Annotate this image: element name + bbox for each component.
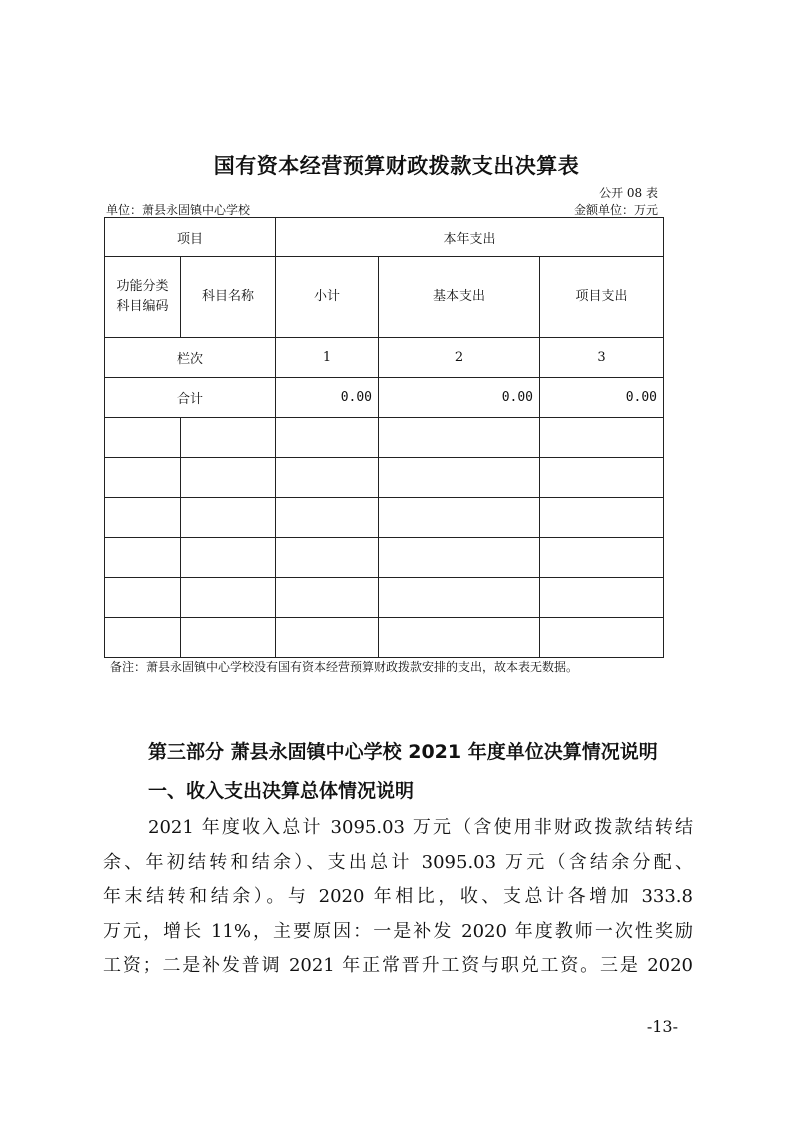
index-label: 栏次 bbox=[105, 338, 276, 378]
empty-cell bbox=[379, 418, 540, 458]
paragraph-line: 2021 年度收入总计 3095.03 万元（含使用非财政拨款结转结 bbox=[148, 817, 693, 838]
empty-cell bbox=[540, 618, 664, 658]
col-subtotal: 小计 bbox=[276, 257, 379, 338]
header-current-year: 本年支出 bbox=[276, 218, 664, 257]
money-unit-label: 金额单位：万元 bbox=[573, 203, 658, 217]
empty-cell bbox=[276, 618, 379, 658]
empty-cell bbox=[540, 458, 664, 498]
empty-cell bbox=[540, 498, 664, 538]
empty-cell bbox=[105, 618, 181, 658]
empty-cell bbox=[379, 458, 540, 498]
empty-cell bbox=[181, 538, 276, 578]
paragraph-line: 年末结转和结余）。与 2020 年相比，收、支总计各增加 333.8 bbox=[103, 886, 693, 907]
total-project: 0.00 bbox=[540, 378, 664, 418]
index-2: 2 bbox=[379, 338, 540, 378]
empty-cell bbox=[181, 578, 276, 618]
table-row bbox=[105, 578, 664, 618]
empty-cell bbox=[276, 498, 379, 538]
total-label: 合计 bbox=[105, 378, 276, 418]
col-func-code: 功能分类科目编码 bbox=[105, 257, 181, 338]
empty-cell bbox=[379, 498, 540, 538]
page-number: -13- bbox=[646, 1017, 678, 1036]
paragraph-line: 万元，增长 11%，主要原因：一是补发 2020 年度教师一次性奖励 bbox=[103, 920, 693, 942]
empty-cell bbox=[105, 458, 181, 498]
empty-cell bbox=[105, 538, 181, 578]
table-title: 国有资本经营预算财政拨款支出决算表 bbox=[213, 154, 580, 178]
sub-heading: 一、收入支出决算总体情况说明 bbox=[148, 780, 415, 802]
header-row-1 bbox=[105, 218, 664, 257]
table-row bbox=[105, 418, 664, 458]
empty-cell bbox=[181, 618, 276, 658]
header-item: 项目 bbox=[105, 218, 276, 257]
empty-cell bbox=[379, 538, 540, 578]
empty-cell bbox=[379, 578, 540, 618]
col-project: 项目支出 bbox=[540, 257, 664, 338]
empty-cell bbox=[105, 578, 181, 618]
part-heading: 第三部分 萧县永固镇中心学校 2021 年度单位决算情况说明 bbox=[148, 741, 658, 763]
empty-cell bbox=[379, 618, 540, 658]
col-subject-name: 科目名称 bbox=[181, 257, 276, 338]
empty-cell bbox=[105, 418, 181, 458]
table-note: 备注：萧县永固镇中心学校没有国有资本经营预算财政拨款安排的支出，故本表无数据。 bbox=[110, 660, 579, 674]
empty-cell bbox=[181, 458, 276, 498]
index-1: 1 bbox=[276, 338, 379, 378]
table-row bbox=[105, 458, 664, 498]
paragraph-line: 工资；二是补发普调 2021 年正常晋升工资与职兑工资。三是 2020 bbox=[103, 955, 693, 976]
table-row bbox=[105, 618, 664, 658]
expenditure-table bbox=[104, 217, 664, 658]
header-row-2 bbox=[105, 257, 664, 338]
index-3: 3 bbox=[540, 338, 664, 378]
index-row bbox=[105, 338, 664, 378]
empty-cell bbox=[105, 498, 181, 538]
form-number: 公开 08 表 bbox=[599, 186, 658, 200]
empty-cell bbox=[540, 538, 664, 578]
empty-cell bbox=[540, 578, 664, 618]
empty-cell bbox=[276, 458, 379, 498]
empty-cell bbox=[276, 418, 379, 458]
empty-cell bbox=[181, 498, 276, 538]
empty-cell bbox=[540, 418, 664, 458]
col-basic: 基本支出 bbox=[379, 257, 540, 338]
empty-cell bbox=[181, 418, 276, 458]
empty-cell bbox=[276, 538, 379, 578]
body-paragraph bbox=[103, 811, 693, 984]
total-subtotal: 0.00 bbox=[276, 378, 379, 418]
table-row bbox=[105, 538, 664, 578]
total-row bbox=[105, 378, 664, 418]
paragraph-line: 余、年初结转和结余）、支出总计 3095.03 万元（含结余分配、 bbox=[103, 851, 693, 873]
unit-label: 单位：萧县永固镇中心学校 bbox=[106, 203, 251, 217]
empty-cell bbox=[276, 578, 379, 618]
table-row bbox=[105, 498, 664, 538]
total-basic: 0.00 bbox=[379, 378, 540, 418]
